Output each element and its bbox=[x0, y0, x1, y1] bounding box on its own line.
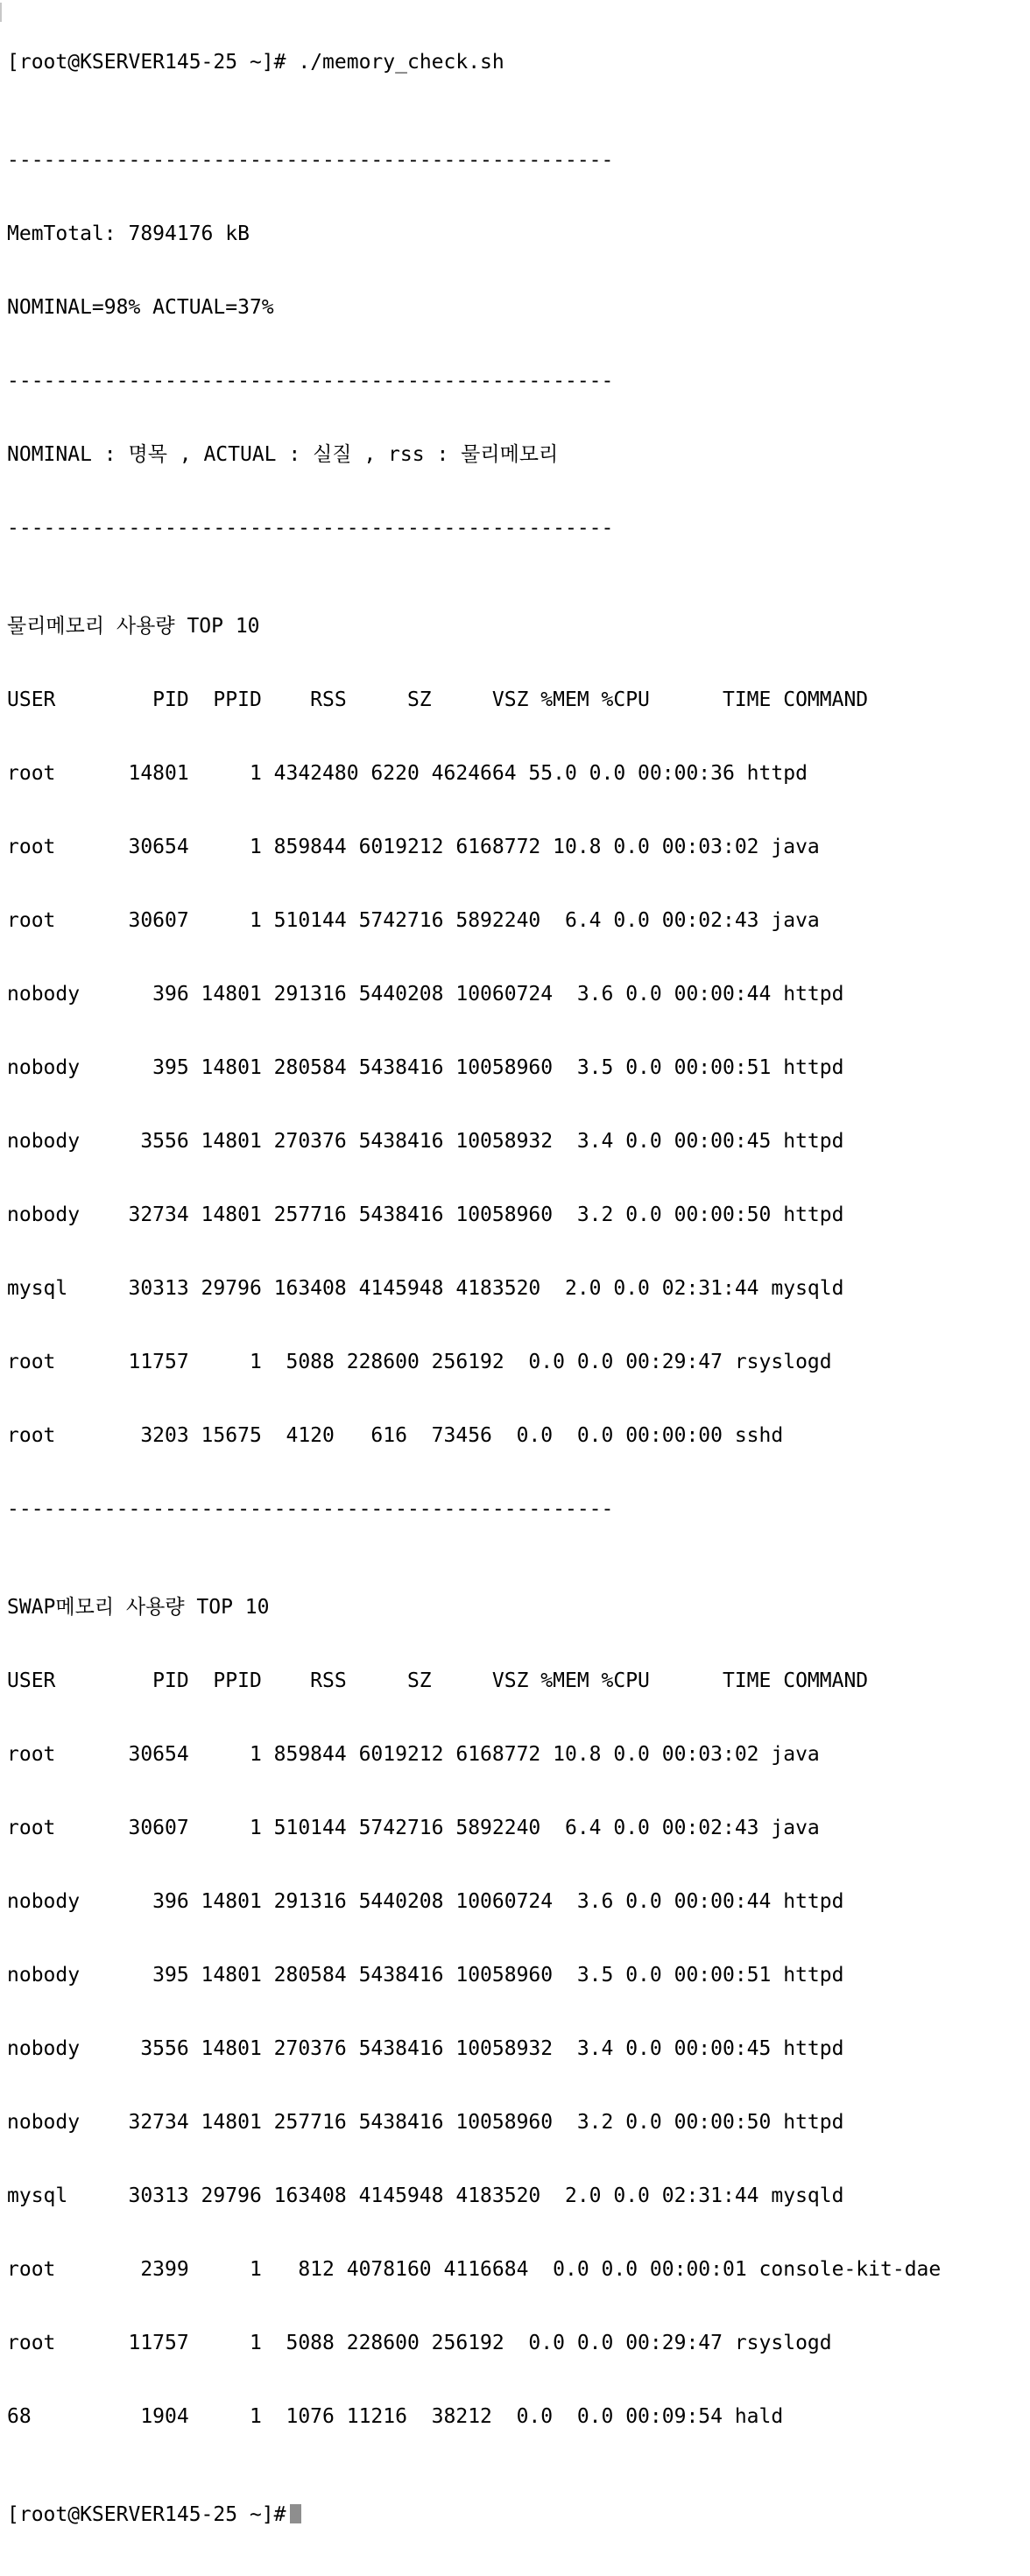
separator-line: -------------------------------------------------- bbox=[7, 517, 614, 540]
shell-prompt: [root@KSERVER145-25 ~]# bbox=[7, 51, 286, 74]
table-row: nobody 32734 14801 257716 5438416 10058960 3.2 0.0 00:00:50 httpd bbox=[7, 2111, 844, 2134]
current-prompt-line[interactable] bbox=[7, 2502, 941, 2527]
scroll-edge-marker bbox=[0, 3, 2, 22]
table-row: root 2399 1 812 4078160 4116684 0.0 0.0 00:00:01 console-kit-dae bbox=[7, 2258, 942, 2281]
memtotal-line: MemTotal: 7894176 kB bbox=[7, 222, 250, 245]
entered-command: ./memory_check.sh bbox=[286, 51, 504, 74]
table-row: nobody 32734 14801 257716 5438416 10058960 3.2 0.0 00:00:50 httpd bbox=[7, 1203, 844, 1226]
swap-memory-section-title: SWAP메모리 사용량 TOP 10 bbox=[7, 1596, 270, 1619]
usage-summary-line: NOMINAL=98% ACTUAL=37% bbox=[7, 296, 274, 319]
physical-memory-section-title: 물리메모리 사용량 TOP 10 bbox=[7, 615, 260, 638]
swap-memory-table-header: USER PID PPID RSS SZ VSZ %MEM %CPU TIME COMMAND bbox=[7, 1669, 869, 1692]
table-row: root 30607 1 510144 5742716 5892240 6.4 0.0 00:02:43 java bbox=[7, 909, 820, 932]
separator-line: -------------------------------------------------- bbox=[7, 1498, 614, 1521]
table-row: nobody 395 14801 280584 5438416 10058960 3.5 0.0 00:00:51 httpd bbox=[7, 1964, 844, 1987]
command-line bbox=[7, 50, 941, 74]
table-row: root 14801 1 4342480 6220 4624664 55.0 0.0 00:00:36 httpd bbox=[7, 762, 808, 785]
table-row: nobody 3556 14801 270376 5438416 10058932 3.4 0.0 00:00:45 httpd bbox=[7, 1130, 844, 1153]
separator-line: -------------------------------------------------- bbox=[7, 149, 614, 172]
table-row: nobody 395 14801 280584 5438416 10058960 3.5 0.0 00:00:51 httpd bbox=[7, 1056, 844, 1079]
table-row: root 30654 1 859844 6019212 6168772 10.8 0.0 00:03:02 java bbox=[7, 836, 820, 858]
text-cursor bbox=[290, 2504, 301, 2523]
table-row: root 11757 1 5088 228600 256192 0.0 0.0 00:29:47 rsyslogd bbox=[7, 1351, 832, 1373]
table-row: root 30607 1 510144 5742716 5892240 6.4 0.0 00:02:43 java bbox=[7, 1817, 820, 1839]
table-row: nobody 3556 14801 270376 5438416 10058932 3.4 0.0 00:00:45 httpd bbox=[7, 2037, 844, 2060]
physical-memory-table-header: USER PID PPID RSS SZ VSZ %MEM %CPU TIME COMMAND bbox=[7, 688, 869, 711]
terminal-output bbox=[7, 1, 941, 2576]
table-row: nobody 396 14801 291316 5440208 10060724 3.6 0.0 00:00:44 httpd bbox=[7, 983, 844, 1006]
table-row: mysql 30313 29796 163408 4145948 4183520 2.0 0.0 02:31:44 mysqld bbox=[7, 2184, 844, 2207]
separator-line: -------------------------------------------------- bbox=[7, 370, 614, 392]
shell-prompt: [root@KSERVER145-25 ~]# bbox=[7, 2503, 286, 2526]
table-row: mysql 30313 29796 163408 4145948 4183520 2.0 0.0 02:31:44 mysqld bbox=[7, 1277, 844, 1300]
table-row: root 11757 1 5088 228600 256192 0.0 0.0 00:29:47 rsyslogd bbox=[7, 2332, 832, 2354]
table-row: nobody 396 14801 291316 5440208 10060724 3.6 0.0 00:00:44 httpd bbox=[7, 1890, 844, 1913]
table-row: root 30654 1 859844 6019212 6168772 10.8 0.0 00:03:02 java bbox=[7, 1743, 820, 1766]
table-row: root 3203 15675 4120 616 73456 0.0 0.0 00:00:00 sshd bbox=[7, 1424, 784, 1447]
table-row: 68 1904 1 1076 11216 38212 0.0 0.0 00:09:54 hald bbox=[7, 2405, 784, 2428]
legend-line: NOMINAL : 명목 , ACTUAL : 실질 , rss : 물리메모리 bbox=[7, 443, 559, 466]
